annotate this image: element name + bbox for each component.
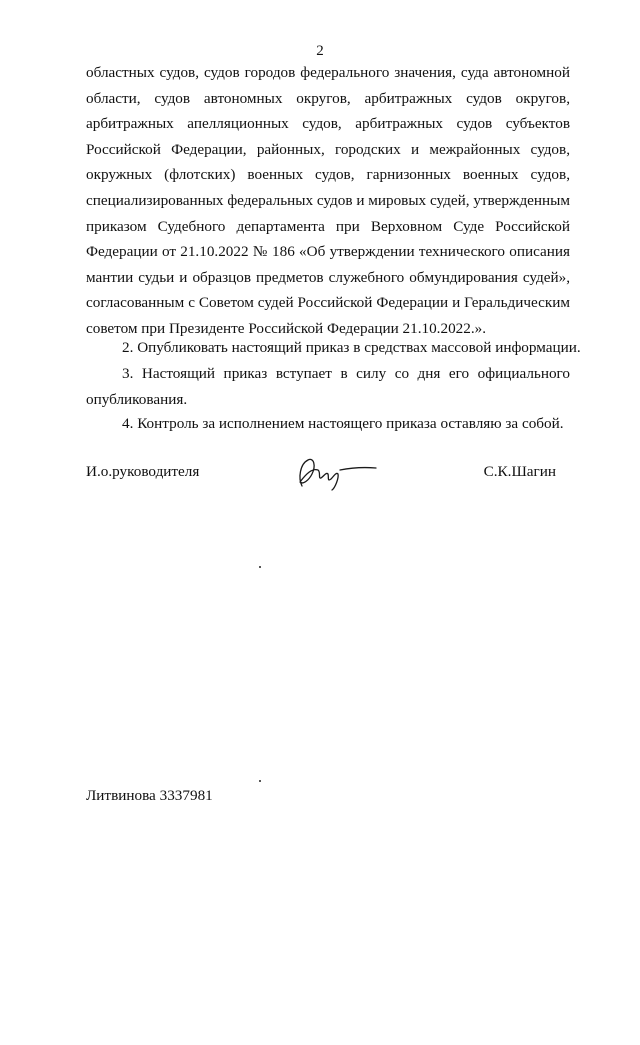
continuation-paragraph <box>86 60 570 342</box>
text-line: мантии судьи и образцов предметов служебного обмундирования судей», <box>86 268 570 286</box>
order-item-4 <box>86 411 570 437</box>
scan-speck <box>259 780 261 782</box>
text-line: опубликования. <box>86 390 188 408</box>
text-line: области, судов автономных округов, арбитражных судов округов, <box>86 89 570 107</box>
signatory-name: С.К.Шагин <box>483 463 556 480</box>
text-line: 2. Опубликовать настоящий приказ в средствах массовой информации. <box>122 339 581 356</box>
text-line: советом при Президенте Российской Федерации 21.10.2022.». <box>86 319 487 337</box>
signatory-role: И.о.руководителя <box>86 463 200 480</box>
text-line: арбитражных апелляционных судов, арбитражных судов субъектов <box>86 115 570 133</box>
text-line: Российской Федерации, районных, городских и межрайонных судов, <box>86 140 570 158</box>
order-item-3 <box>86 361 570 412</box>
text-line: специализированных федеральных судов и мировых судей, утвержденным <box>86 191 570 209</box>
executor-contact: Литвинова 3337981 <box>86 787 213 804</box>
text-line: 4. Контроль за исполнением настоящего приказа оставляю за собой. <box>122 415 564 432</box>
text-line: областных судов, судов городов федерального значения, суда автономной <box>86 64 570 81</box>
scan-speck <box>259 566 261 568</box>
text-line: согласованным с Советом судей Российской Федерации и Геральдическим <box>86 294 570 312</box>
text-line: Федерации от 21.10.2022 № 186 «Об утверждении технического описания <box>86 243 570 261</box>
text-line: 3. Настоящий приказ вступает в силу со дня его официального <box>122 365 570 382</box>
handwritten-signature <box>288 452 380 494</box>
signature-block <box>86 452 570 502</box>
text-line: окружных (флотских) военных судов, гарнизонных военных судов, <box>86 166 570 184</box>
text-line: приказом Судебного департамента при Верховном Суде Российской <box>86 217 570 235</box>
page-number: 2 <box>316 43 324 59</box>
order-item-2 <box>86 335 581 361</box>
